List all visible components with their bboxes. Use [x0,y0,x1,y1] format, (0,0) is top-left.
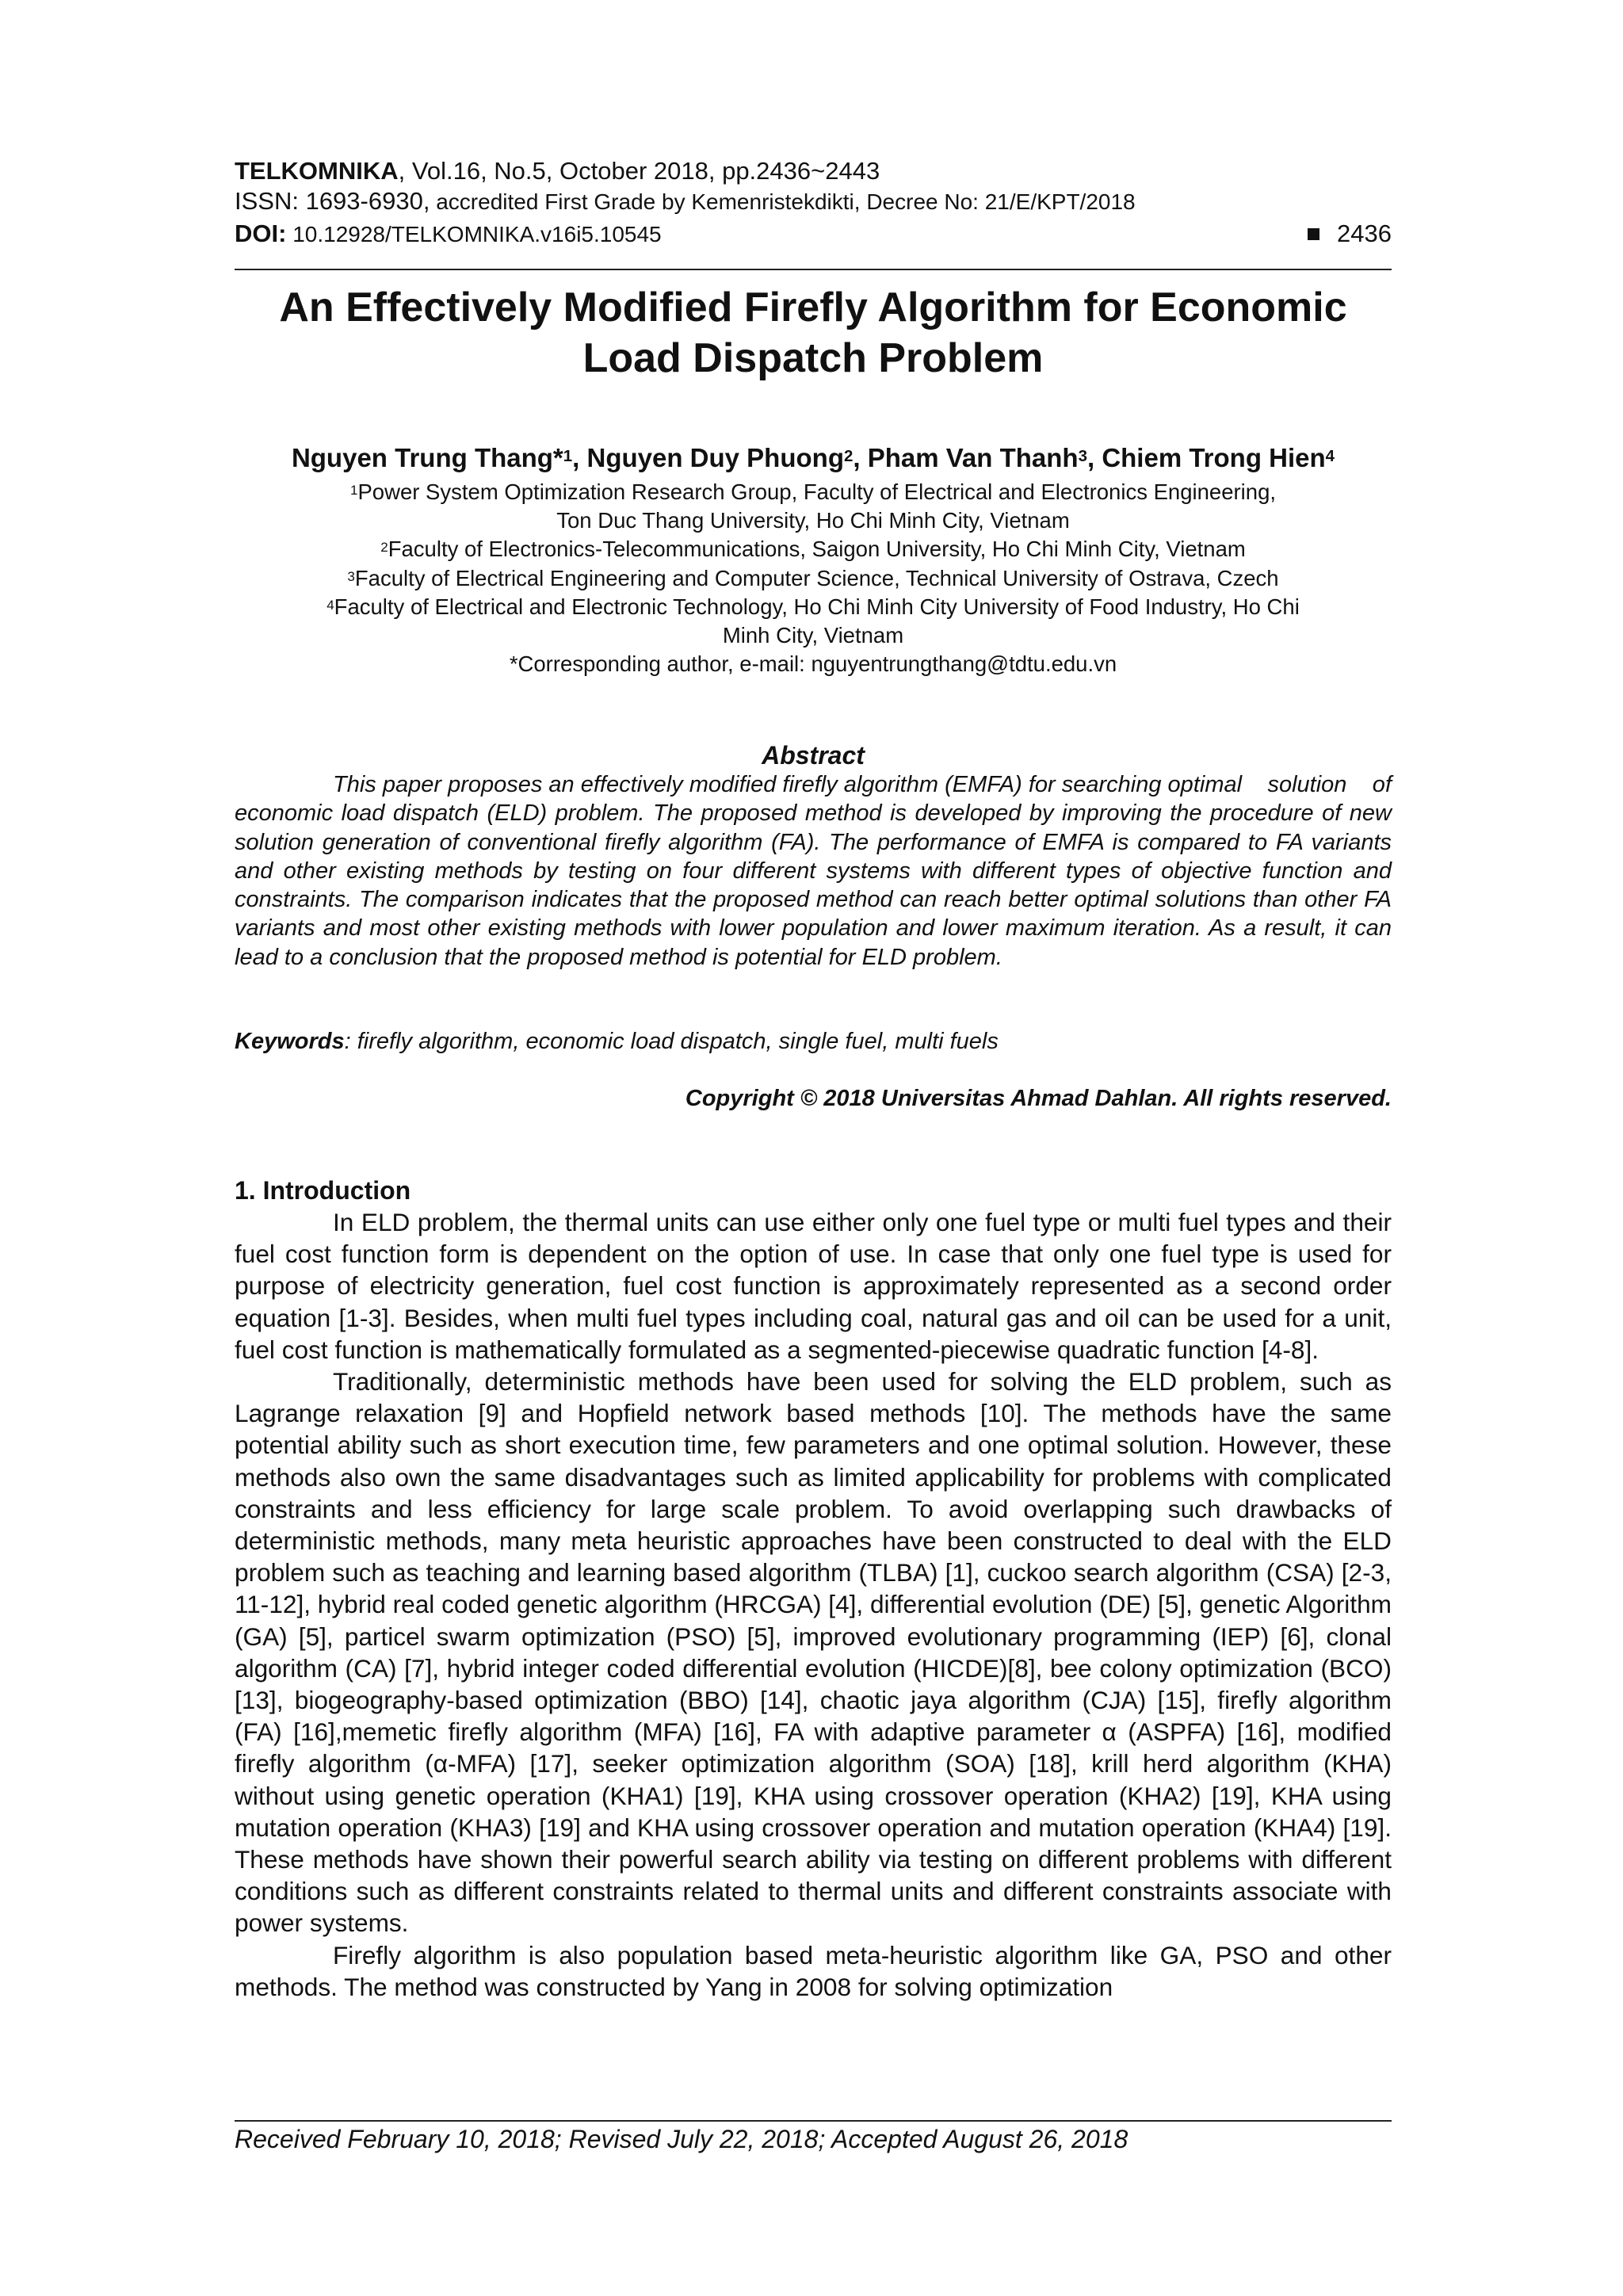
doi-value[interactable]: 10.12928/TELKOMNIKA.v16i5.10545 [286,222,662,246]
page-number-value: 2436 [1337,220,1392,247]
issn-accreditation: accredited First Grade by Kemenristekdikti, Decree No: 21/E/KPT/2018 [430,189,1136,214]
journal-name: TELKOMNIKA [235,157,399,185]
corresponding-author: *Corresponding author, e-mail: nguyentrungthang@tdtu.edu.vn [509,651,1117,677]
keywords-label: Keywords [235,1029,345,1054]
affiliation-line: $^1$Power System Optimization Research Group, Faculty of Electrical and Electronics Engineering, [349,479,1277,504]
affiliation-line: Ton Duc Thang University, Ho Chi Minh City, Vietnam [556,508,1070,533]
keywords-text: : firefly algorithm, economic load dispatch, single fuel, multi fuels [344,1029,999,1054]
received-dates: Received February 10, 2018; Revised July 22, 2018; Accepted August 26, 2018 [235,2125,1128,2153]
abstract-heading: Abstract [762,741,865,770]
abstract-text: This paper proposes an effectively modified firefly algorithm (EMFA) for searching optimal [333,772,1243,797]
page-number [1308,219,1392,249]
keywords [235,1027,999,1056]
affiliation-line: Minh City, Vietnam [722,623,904,648]
affiliations [235,478,1392,678]
affiliation-line: $^3$Faculty of Electrical Engineering and Computer Science, Technical University of Ostrava, Czech [347,565,1279,590]
footer-divider [235,2120,1392,2122]
section-heading-introduction: 1. Introduction [235,1176,411,1205]
affiliation-line: $^2$Faculty of Electronics-Telecommunications, Saigon University, Ho Chi Minh City, Vietnam [380,537,1246,562]
paper-title: An Effectively Modified Firefly Algorithm for Economic Load Dispatch Problem [279,285,1347,381]
square-bullet-icon [1308,228,1319,240]
doi-label: DOI: [235,220,287,247]
paragraph: Firefly algorithm is also population based meta-heuristic algorithm like GA, PSO and other methods. The method was constructed by Yang in 2008 for solving optimization [235,1940,1392,2001]
header-divider [235,269,1392,270]
author: Nguyen Duy Phuong$^2$, [586,443,868,472]
introduction-body [235,1206,1392,2003]
affiliation-line: $^4$Faculty of Electrical and Electronic Technology, Ho Chi Minh City University of Food Industry, Ho Chi [327,594,1300,619]
author: Pham Van Thanh$^3$, [867,443,1102,472]
author: Chiem Trong Hien$^4$ [1102,443,1335,472]
paragraph: Traditionally, deterministic methods have been used for solving the ELD problem, such as Lagrange relaxation [9] and Hopfield network based methods [10]. The methods have the same potential ability such as short execution time, few parameters and one optimal solution. However, these methods also own the same disadvantages such as limited applicability for problems with complicated constraints and less efficiency for large scale problem. To avoid overlapping such drawbacks of deterministic methods, many meta heuristic approaches have been constructed to deal with the ELD problem such as teaching and learning based algorithm (TLBA) [1], cuckoo search algorithm (CSA) [2-3, 11-12], hybrid real coded genetic algorithm (HRCGA) [4], differential evolution (DE) [5], genetic Algorithm (GA) [5], particel swarm optimization (PSO) [5], improved evolutionary programming (IEP) [6], clonal algorithm (CA) [7], hybrid integer coded differential evolution (HICDE)[8], bee colony optimization (BCO) [13], biogeography-based optimization (BBO) [14], chaotic jaya algorithm (CJA) [15], firefly algorithm (FA) [16],memetic firefly algorithm (MFA) [16], FA with adaptive parameter α (ASPFA) [16], modified firefly algorithm (α-MFA) [17], seeker optimization algorithm (SOA) [18], krill herd algorithm (KHA) without using genetic operation (KHA1) [19], KHA using crossover operation (KHA2) [19], KHA using mutation operation (KHA3) [19] and KHA using crossover operation and mutation operation (KHA4) [19]. These methods have shown their powerful search ability via testing on different problems with different conditions such as different constraints related to thermal units and different constraints associate with power systems. [235,1367,1392,1938]
abstract-body: This paper proposes an effectively modified firefly algorithm (EMFA) for searching optimal solution of economic load dispatch (ELD) problem. The proposed method is developed by improving the procedure of new solution generation of conventional firefly algorithm (FA). The performance of EMFA is compared to FA variants and other existing methods by testing on four different systems with different types of objective function and constraints. The comparison indicates that the proposed method can reach better optimal solutions than other FA variants and most other existing methods with lower population and lower maximum iteration. As a result, it can lead to a conclusion that the proposed method is potential for ELD problem. [235,772,1392,970]
journal-volume-info: , Vol.16, No.5, October 2018, pp.2436~2443 [398,157,880,185]
doi-line [235,219,662,250]
author: Nguyen Trung Thang*$^1$, [291,443,587,472]
paragraph: In ELD problem, the thermal units can use either only one fuel type or multi fuel types and their fuel cost function form is dependent on the option of use. In case that only one fuel type is used for purpose of electricity generation, fuel cost function is approximately represented as a second order equation [1-3]. Besides, when multi fuel types including coal, natural gas and oil can be used for a unit, fuel cost function is mathematically formulated as a segmented-piecewise quadratic function [4-8]. [235,1208,1392,1364]
copyright-notice: Copyright © 2018 Universitas Ahmad Dahlan. All rights reserved. [685,1086,1392,1111]
issn-line [235,186,1136,217]
journal-citation [235,156,880,186]
author-list [235,442,1392,474]
issn: ISSN: 1693-6930, [235,187,430,215]
